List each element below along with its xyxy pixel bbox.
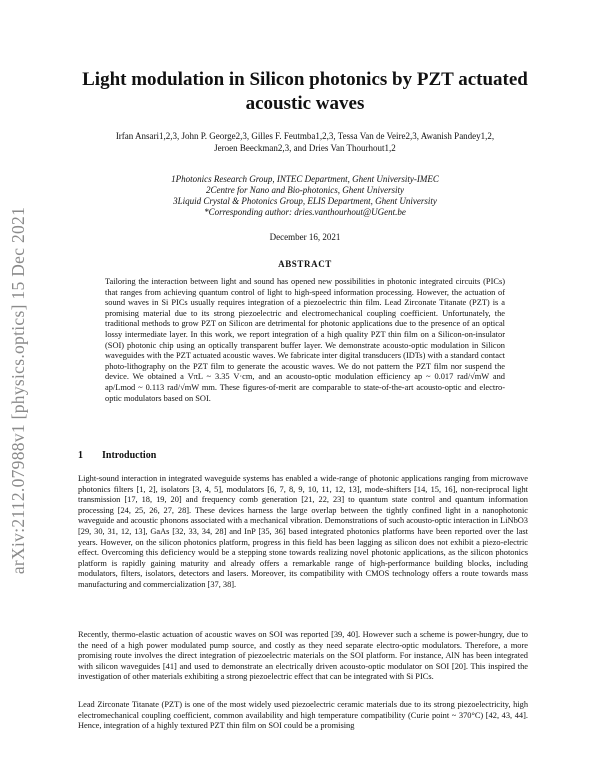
section-title: Introduction: [102, 450, 157, 461]
section-heading: [78, 450, 156, 461]
arxiv-identifier: arXiv:2112.07988v1 [physics.optics] 15 Dec 2021: [8, 206, 29, 574]
intro-paragraph-1: Light-sound interaction in integrated waveguide systems has enabled a wide-range of photonic applications ranging from microwave photonics filters [1, 2], isolators [3, 4, 5], modulators [6, 7, 8, 9, 10, 11, 12, 13], mode-shifters [14, 15, 16], non-reciprocal light transmission [17, 18, 19, 20] and frequency comb generation [21, 22, 23] to quantum state control and quantum information processing [24, 25, 26, 27, 28]. These devices harness the large overlap between the tightly confined light in a nanophotonic waveguide and acoustic phonons associated with a mechanical vibration. Demonstrations of such acousto-optic interaction in LiNbO3 [29, 30, 31, 12, 13], GaAs [32, 33, 34, 28] and InP [35, 36] based integrated photonics platforms have been reported over the last years. However, on the silicon photonics platform, progress in this field has been lagging as silicon does not exhibit a piezo-electric effect. Overcoming this deficiency would be a stepping stone towards realizing novel photonic applications, as the silicon photonics platform is rapidly gaining maturity and already offers a remarkable range of high-performance building blocks, including modulators, filters, isolators, detectors and lasers. Moreover, its compatibility with CMOS technology offers a route towards mass manufacturing and commercialization [37, 38].: [78, 474, 528, 589]
abstract-heading: ABSTRACT: [278, 259, 332, 269]
abstract-text: Tailoring the interaction between light and sound has opened new possibilities in photonic integrated circuits (PICs) that ranges from achieving quantum control of light to high-speed information processing. However, the actuation of sound waves in Si PICs usually requires integration of a piezoelectric thin film. Lead Zirconate Titanate (PZT) is a promising material due to its strong piezoelectric and electromechanical coupling coefficient. Unfortunately, the traditional methods to grow PZT on Silicon are detrimental for photonic applications due to the presence of an optical lossy intermediate layer. In this work, we report integration of a high quality PZT thin film on a Silicon-on-insulator (SOI) photonic chip using an optically transparent buffer layer. We demonstrate acousto-optic modulation in Silicon waveguides with the PZT actuated acoustic waves. We fabricate inter digital transducers (IDTs) with a standard contact photo-lithography on the PZT film to generate the acoustic waves. We do not pattern the PZT film nor suspend the device. We obtained a VπL ~ 3.35 V·cm, and an acousto-optic modulation efficiency ap ~ 0.017 rad/√mW and ap/Lmod ~ 0.113 rad/√mW mm. These figures-of-merit are comparable to state-of-the-art acousto-optic and electro-optic modulators based on SOI.: [105, 277, 505, 403]
intro-paragraph-3: Lead Zirconate Titanate (PZT) is one of the most widely used piezoelectric ceramic materials due to its strong piezoelectricity, high electromechanical coupling coefficient, common availability and high temperature compatibility (Curie point ~ 370°C) [42, 43, 44]. Hence, integration of a highly textured PZT thin film on SOI could be a promising: [78, 700, 528, 731]
author-list: Irfan Ansari1,2,3, John P. George2,3, Gilles F. Feutmba1,2,3, Tessa Van de Veire2,3, Awanish Pandey1,2, Jeroen Beeckman2,3, and Dries Van Thourhout1,2: [115, 131, 495, 153]
intro-paragraph-2: Recently, thermo-elastic actuation of acoustic waves on SOI was reported [39, 40]. However such a scheme is power-hungry, due to the need of a high power modulated pump source, and costly as they need separate electro-optic modulators. Therefore, a more promising route involves the direct integration of piezoelectric materials on the SOI platform. For instance, AlN has been integrated with silicon waveguides [41] and used to demonstrate an electrically driven acousto-optic modulator on SOI [20]. This inspired the investigation of other materials exhibiting a strong piezoelectric effect that can be integrated with Si PICs.: [78, 630, 528, 682]
corresponding-author: *Corresponding author: dries.vanthourhout@UGent.be: [204, 207, 406, 217]
paper-date: December 16, 2021: [269, 232, 341, 242]
paper-title: Light modulation in Silicon photonics by PZT actuated acoustic waves: [82, 69, 528, 114]
section-number: 1: [78, 450, 83, 461]
affiliation-1: 1Photonics Research Group, INTEC Department, Ghent University-IMEC: [171, 174, 439, 184]
affiliation-3: 3Liquid Crystal & Photonics Group, ELIS Department, Ghent University: [173, 196, 437, 206]
affiliations: [110, 174, 500, 218]
affiliation-2: 2Centre for Nano and Bio-photonics, Ghent University: [206, 185, 404, 195]
